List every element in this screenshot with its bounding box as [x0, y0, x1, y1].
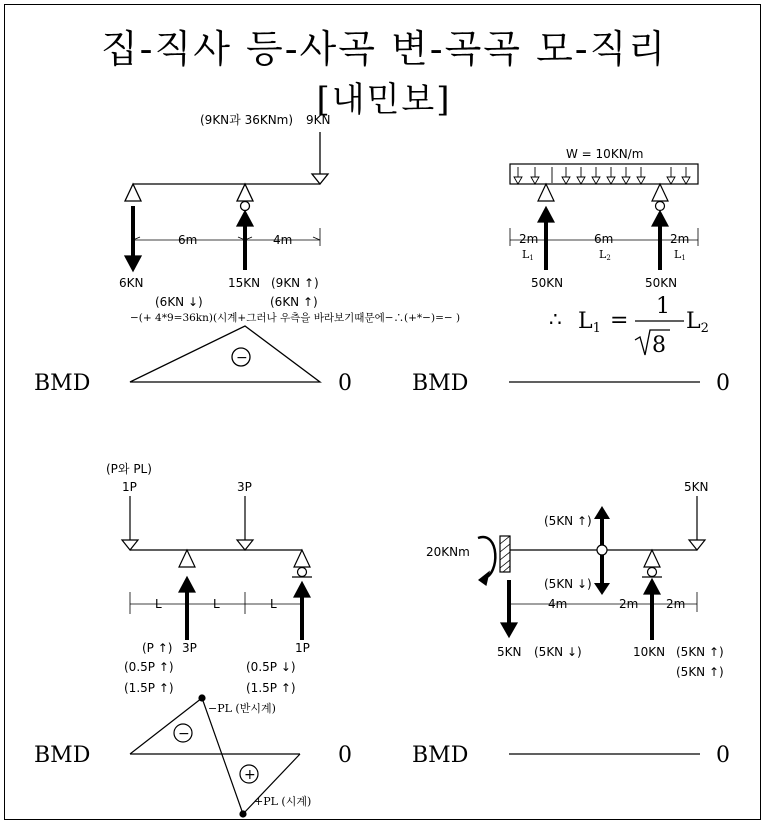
p1-reaction-a-note: (6KN ↓)	[155, 295, 203, 309]
p4-moment-label: 20KNm	[426, 545, 470, 559]
p4-hinge-down: (5KN ↓)	[544, 577, 592, 591]
p4-load-label: 5KN	[684, 480, 709, 494]
p1-reaction-b: 15KN	[228, 276, 261, 290]
p2-l2: L	[599, 248, 607, 261]
p1-bmd-sign: −	[236, 350, 248, 366]
pin-support-a	[125, 184, 141, 201]
p3-note-b1: (0.5P ↓)	[246, 660, 296, 674]
pin-support-a	[538, 184, 554, 201]
p2-reaction-b: 50KN	[645, 276, 678, 290]
p3-bmd-negative-label: −PL (반시계)	[208, 702, 276, 715]
reaction-a-arrow-head	[125, 256, 141, 271]
roller-support-b	[652, 184, 668, 201]
p3-bmd-plus: +	[244, 767, 256, 783]
p3-bmd-zero: 0	[338, 743, 352, 768]
panel-1-overhang-beam	[125, 132, 328, 382]
p4-dim-3: 2m	[666, 597, 686, 611]
p4-reaction-fixed-note: (5KN ↓)	[534, 645, 582, 659]
p2-formula-den: 8	[652, 333, 666, 358]
p2-formula-rhs-sub: 2	[700, 321, 709, 336]
p2-l1-left: L	[522, 248, 530, 261]
p1-span-2: 4m	[273, 233, 293, 247]
p1-reaction-a: 6KN	[119, 276, 144, 290]
p3-bmd-label: BMD	[34, 743, 91, 768]
p2-formula-num: 1	[656, 294, 670, 319]
svg-text:L1	[674, 248, 686, 262]
p3-note-p: (P ↑)	[142, 641, 173, 655]
pin-support-a	[179, 550, 195, 567]
p1-load-note: (9KN과 36KNm)	[200, 113, 294, 127]
p4-reaction-fixed: 5KN	[497, 645, 522, 659]
roller-circle	[656, 202, 665, 211]
panel-2-double-overhang-beam	[509, 164, 700, 382]
p2-dim-right: 2m	[670, 232, 690, 246]
point-load-arrow-head	[312, 174, 328, 184]
p2-formula-therefore: ∴	[549, 307, 562, 331]
p1-bmd-label: BMD	[34, 371, 91, 396]
p2-l1-right: L	[674, 248, 682, 261]
panel-3-overhang-beam	[122, 496, 312, 817]
p1-load-label: 9KN	[306, 113, 331, 127]
svg-text:L1	[522, 248, 534, 262]
p3-dim-2: L	[213, 597, 220, 611]
svg-text:L1	[578, 309, 601, 336]
roller-circle	[241, 202, 250, 211]
bmd-triangle	[130, 326, 320, 382]
p1-bmd-zero: 0	[338, 371, 352, 396]
roller-support	[644, 550, 660, 567]
title-line-2: [내민보]	[316, 80, 452, 120]
p4-reaction-roller: 10KN	[633, 645, 666, 659]
roller-support-b	[294, 550, 310, 567]
p3-load-2: 3P	[237, 480, 252, 494]
p3-note-a1: (0.5P ↑)	[124, 660, 174, 674]
moment-arc	[478, 537, 495, 578]
p3-load-note: (P와 PL)	[106, 462, 152, 476]
reaction-b-arrow-head	[237, 211, 253, 226]
p3-dim-3: L	[270, 597, 277, 611]
p3-reaction-b: 1P	[295, 641, 310, 655]
svg-text:L2	[599, 248, 611, 262]
title-line-1: 집-직사 등-사곡 변-곡곡 모-직리	[100, 27, 668, 71]
p2-load-label: W = 10KN/m	[566, 147, 644, 161]
p3-reaction-a: 3P	[182, 641, 197, 655]
p4-reaction-roller-note-1: (5KN ↑)	[676, 645, 724, 659]
p1-calc-note: −(+ 4*9=36kn)(시계+그러나 우측을 바라보기때문에−∴(+*−)=− )	[130, 312, 461, 324]
p2-reaction-a: 50KN	[531, 276, 564, 290]
p4-reaction-roller-note-2: (5KN ↑)	[676, 665, 724, 679]
svg-text:L2	[686, 309, 709, 336]
roller-support-b	[237, 184, 253, 201]
p4-hinge-up: (5KN ↑)	[544, 514, 592, 528]
p2-l2-sub: 2	[606, 254, 611, 262]
panel-4-gerber-beam	[478, 382, 705, 754]
internal-hinge	[597, 545, 607, 555]
p3-note-a2: (1.5P ↑)	[124, 681, 174, 695]
p2-formula-eq: =	[610, 308, 629, 333]
p3-dim-1: L	[155, 597, 162, 611]
p4-bmd-zero: 0	[716, 743, 730, 768]
p1-reaction-b-note-2: (6KN ↑)	[270, 295, 318, 309]
p2-bmd-label: BMD	[412, 371, 469, 396]
p2-l1-right-sub: 1	[681, 254, 686, 262]
p1-reaction-b-note-1: (9KN ↑)	[271, 276, 319, 290]
p3-load-1: 1P	[122, 480, 137, 494]
p2-formula-lhs-sub: 1	[592, 321, 601, 336]
p1-span-1: 6m	[178, 233, 198, 247]
p2-formula-rhs: L	[686, 309, 701, 334]
p2-formula-lhs: L	[578, 309, 593, 334]
p2-l1-left-sub: 1	[529, 254, 534, 262]
p4-dim-2: 2m	[619, 597, 639, 611]
p3-bmd-positive-label: +PL (시계)	[254, 795, 312, 808]
p3-note-b2: (1.5P ↑)	[246, 681, 296, 695]
p2-bmd-zero: 0	[716, 371, 730, 396]
p4-bmd-label: BMD	[412, 743, 469, 768]
p3-bmd-minus: −	[178, 726, 190, 742]
distributed-load-arrows	[518, 167, 686, 183]
p2-dim-left: 2m	[519, 232, 539, 246]
p4-dim-1: 4m	[548, 597, 568, 611]
p2-dim-mid: 6m	[594, 232, 614, 246]
